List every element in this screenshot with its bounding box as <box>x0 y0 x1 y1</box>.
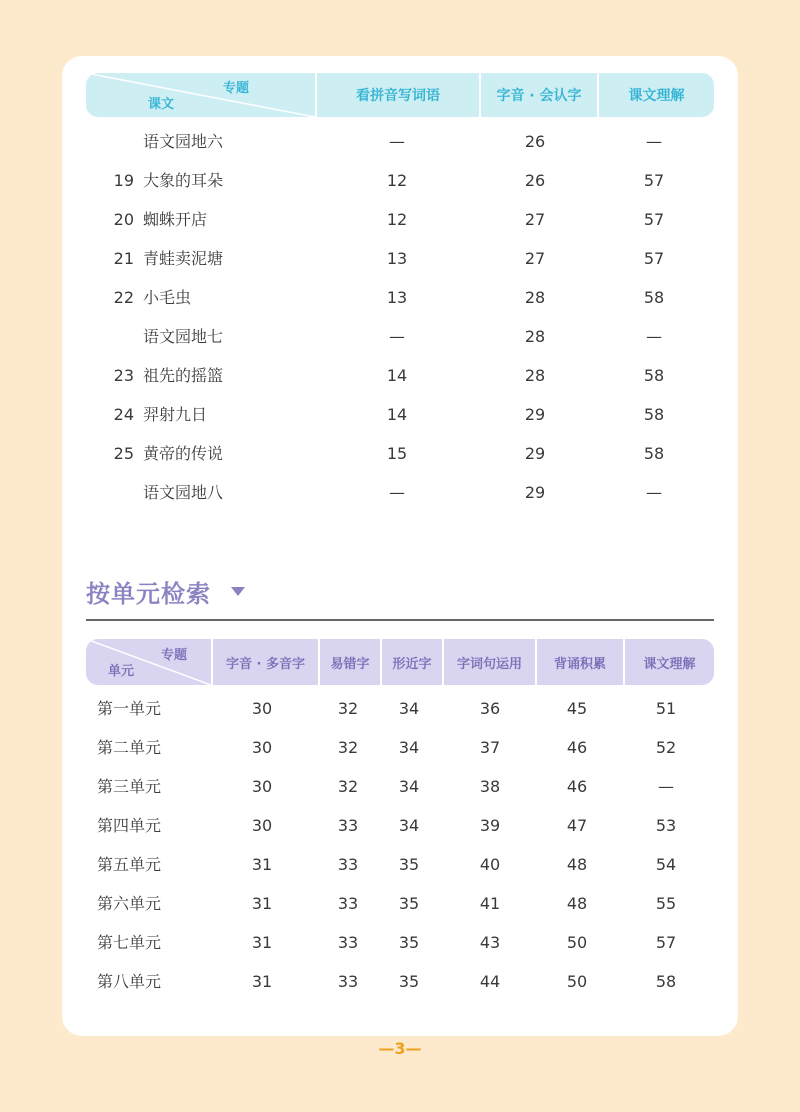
lesson-number: 22 <box>113 288 134 307</box>
corner-topic-label: 专题 <box>222 81 249 96</box>
page-ref: 33 <box>337 972 359 991</box>
section-divider <box>86 619 714 621</box>
page-ref: 32 <box>337 699 359 718</box>
page-ref: 34 <box>398 777 420 796</box>
page-ref: 35 <box>398 933 420 952</box>
page-ref: 29 <box>524 444 546 463</box>
unit-table-header <box>86 639 714 685</box>
page-ref: 12 <box>386 210 408 229</box>
page-ref: 58 <box>643 288 665 307</box>
column-header: 字音 · 会认字 <box>479 73 597 117</box>
page-ref: 31 <box>251 894 273 913</box>
unit-label: 第一单元 <box>97 699 162 718</box>
page-ref: 57 <box>643 171 665 190</box>
content-card <box>62 56 738 1036</box>
page-ref: 58 <box>643 366 665 385</box>
lesson-title: 语文园地六 <box>143 132 224 151</box>
triangle-down-icon <box>231 587 245 596</box>
unit-label: 第五单元 <box>97 855 162 874</box>
page-ref: 38 <box>479 777 501 796</box>
lesson-title: 语文园地八 <box>143 483 224 502</box>
page-ref: 43 <box>479 933 501 952</box>
column-header: 课文理解 <box>623 639 714 685</box>
page-ref: — <box>389 483 405 502</box>
page-ref: 29 <box>524 483 546 502</box>
lesson-number: 19 <box>113 171 134 190</box>
header-corner-cell <box>86 639 211 685</box>
table-row <box>86 962 714 1001</box>
page-ref: 57 <box>655 933 677 952</box>
table-row <box>86 767 714 806</box>
page-ref: — <box>658 777 674 796</box>
page-ref: — <box>389 327 405 346</box>
page-ref: 34 <box>398 738 420 757</box>
column-header: 背诵积累 <box>535 639 623 685</box>
lesson-title: 黄帝的传说 <box>143 444 224 463</box>
header-corner-cell <box>86 73 315 117</box>
page-ref: 14 <box>386 366 408 385</box>
page-ref: 33 <box>337 894 359 913</box>
unit-label: 第七单元 <box>97 933 162 952</box>
page-ref: 35 <box>398 855 420 874</box>
column-header: 字词句运用 <box>442 639 535 685</box>
diagonal-divider <box>86 73 315 117</box>
table-row <box>86 884 714 923</box>
page-number: —3— <box>378 1039 422 1058</box>
page-ref: 32 <box>337 738 359 757</box>
page-ref: 28 <box>524 288 546 307</box>
page-ref: 48 <box>566 855 588 874</box>
unit-label: 第三单元 <box>97 777 162 796</box>
page-ref: 35 <box>398 894 420 913</box>
page-ref: — <box>646 327 662 346</box>
table-row <box>86 728 714 767</box>
table-row <box>86 689 714 728</box>
column-header: 看拼音写词语 <box>315 73 479 117</box>
page-ref: 33 <box>337 816 359 835</box>
page-ref: 46 <box>566 738 588 757</box>
page-ref: 26 <box>524 171 546 190</box>
unit-label: 第六单元 <box>97 894 162 913</box>
page-ref: 27 <box>524 249 546 268</box>
page-ref: 30 <box>251 777 273 796</box>
page-ref: 30 <box>251 738 273 757</box>
page-ref: 30 <box>251 699 273 718</box>
page-ref: 45 <box>566 699 588 718</box>
lesson-title: 祖先的摇篮 <box>143 366 224 385</box>
page-ref: 57 <box>643 210 665 229</box>
page-ref: 57 <box>643 249 665 268</box>
unit-label: 第八单元 <box>97 972 162 991</box>
table-row <box>86 161 714 200</box>
corner-lesson-label: 课文 <box>148 97 175 112</box>
column-header: 字音 · 多音字 <box>211 639 318 685</box>
page-ref: 32 <box>337 777 359 796</box>
table-row <box>86 317 714 356</box>
page-ref: 28 <box>524 366 546 385</box>
page-ref: 50 <box>566 933 588 952</box>
page-ref: 46 <box>566 777 588 796</box>
diagonal-divider <box>86 639 211 685</box>
table-row <box>86 239 714 278</box>
page-ref: 15 <box>386 444 408 463</box>
table-row <box>86 356 714 395</box>
column-header: 形近字 <box>380 639 442 685</box>
page-ref: 44 <box>479 972 501 991</box>
page-ref: 13 <box>386 249 408 268</box>
column-header: 易错字 <box>318 639 380 685</box>
lesson-title: 大象的耳朵 <box>143 171 224 190</box>
lesson-number: 21 <box>113 249 134 268</box>
table-row <box>86 473 714 512</box>
page-ref: 31 <box>251 972 273 991</box>
page-ref: 37 <box>479 738 501 757</box>
lesson-title: 语文园地七 <box>143 327 224 346</box>
unit-label: 第二单元 <box>97 738 162 757</box>
page-ref: 34 <box>398 699 420 718</box>
page-ref: 34 <box>398 816 420 835</box>
unit-label: 第四单元 <box>97 816 162 835</box>
page-ref: 50 <box>566 972 588 991</box>
table-row <box>86 806 714 845</box>
column-header: 课文理解 <box>597 73 714 117</box>
lesson-title: 羿射九日 <box>143 405 208 424</box>
corner-topic-label: 专题 <box>160 648 187 663</box>
page-ref: 13 <box>386 288 408 307</box>
page-ref: 48 <box>566 894 588 913</box>
lesson-number: 25 <box>113 444 134 463</box>
page-ref: 58 <box>643 405 665 424</box>
lesson-title: 小毛虫 <box>143 288 192 307</box>
page-ref: 55 <box>655 894 677 913</box>
corner-unit-label: 单元 <box>108 664 135 679</box>
page-ref: 35 <box>398 972 420 991</box>
table-row <box>86 200 714 239</box>
lesson-table-header <box>86 73 714 117</box>
page-ref: 27 <box>524 210 546 229</box>
table-row <box>86 395 714 434</box>
page-ref: — <box>389 132 405 151</box>
page-ref: 14 <box>386 405 408 424</box>
page-ref: 52 <box>655 738 677 757</box>
table-row <box>86 845 714 884</box>
page-ref: 36 <box>479 699 501 718</box>
page-ref: 28 <box>524 327 546 346</box>
page-ref: 26 <box>524 132 546 151</box>
page-ref: 31 <box>251 855 273 874</box>
lesson-title: 蜘蛛开店 <box>143 210 208 229</box>
page-ref: 58 <box>643 444 665 463</box>
table-row <box>86 923 714 962</box>
page-ref: 30 <box>251 816 273 835</box>
lesson-title: 青蛙卖泥塘 <box>143 249 224 268</box>
lesson-number: 20 <box>113 210 134 229</box>
page-ref: — <box>646 483 662 502</box>
page-ref: 53 <box>655 816 677 835</box>
page-ref: 40 <box>479 855 501 874</box>
page-ref: — <box>646 132 662 151</box>
page-ref: 58 <box>655 972 677 991</box>
page-ref: 41 <box>479 894 501 913</box>
page-ref: 51 <box>655 699 677 718</box>
page-ref: 29 <box>524 405 546 424</box>
page-ref: 12 <box>386 171 408 190</box>
table-row <box>86 122 714 161</box>
page-ref: 33 <box>337 933 359 952</box>
lesson-number: 23 <box>113 366 134 385</box>
table-row <box>86 278 714 317</box>
lesson-number: 24 <box>113 405 134 424</box>
page-ref: 31 <box>251 933 273 952</box>
page-ref: 33 <box>337 855 359 874</box>
section-title: 按单元检索 <box>86 580 211 608</box>
page-ref: 54 <box>655 855 677 874</box>
page-ref: 47 <box>566 816 588 835</box>
page-ref: 39 <box>479 816 501 835</box>
table-row <box>86 434 714 473</box>
